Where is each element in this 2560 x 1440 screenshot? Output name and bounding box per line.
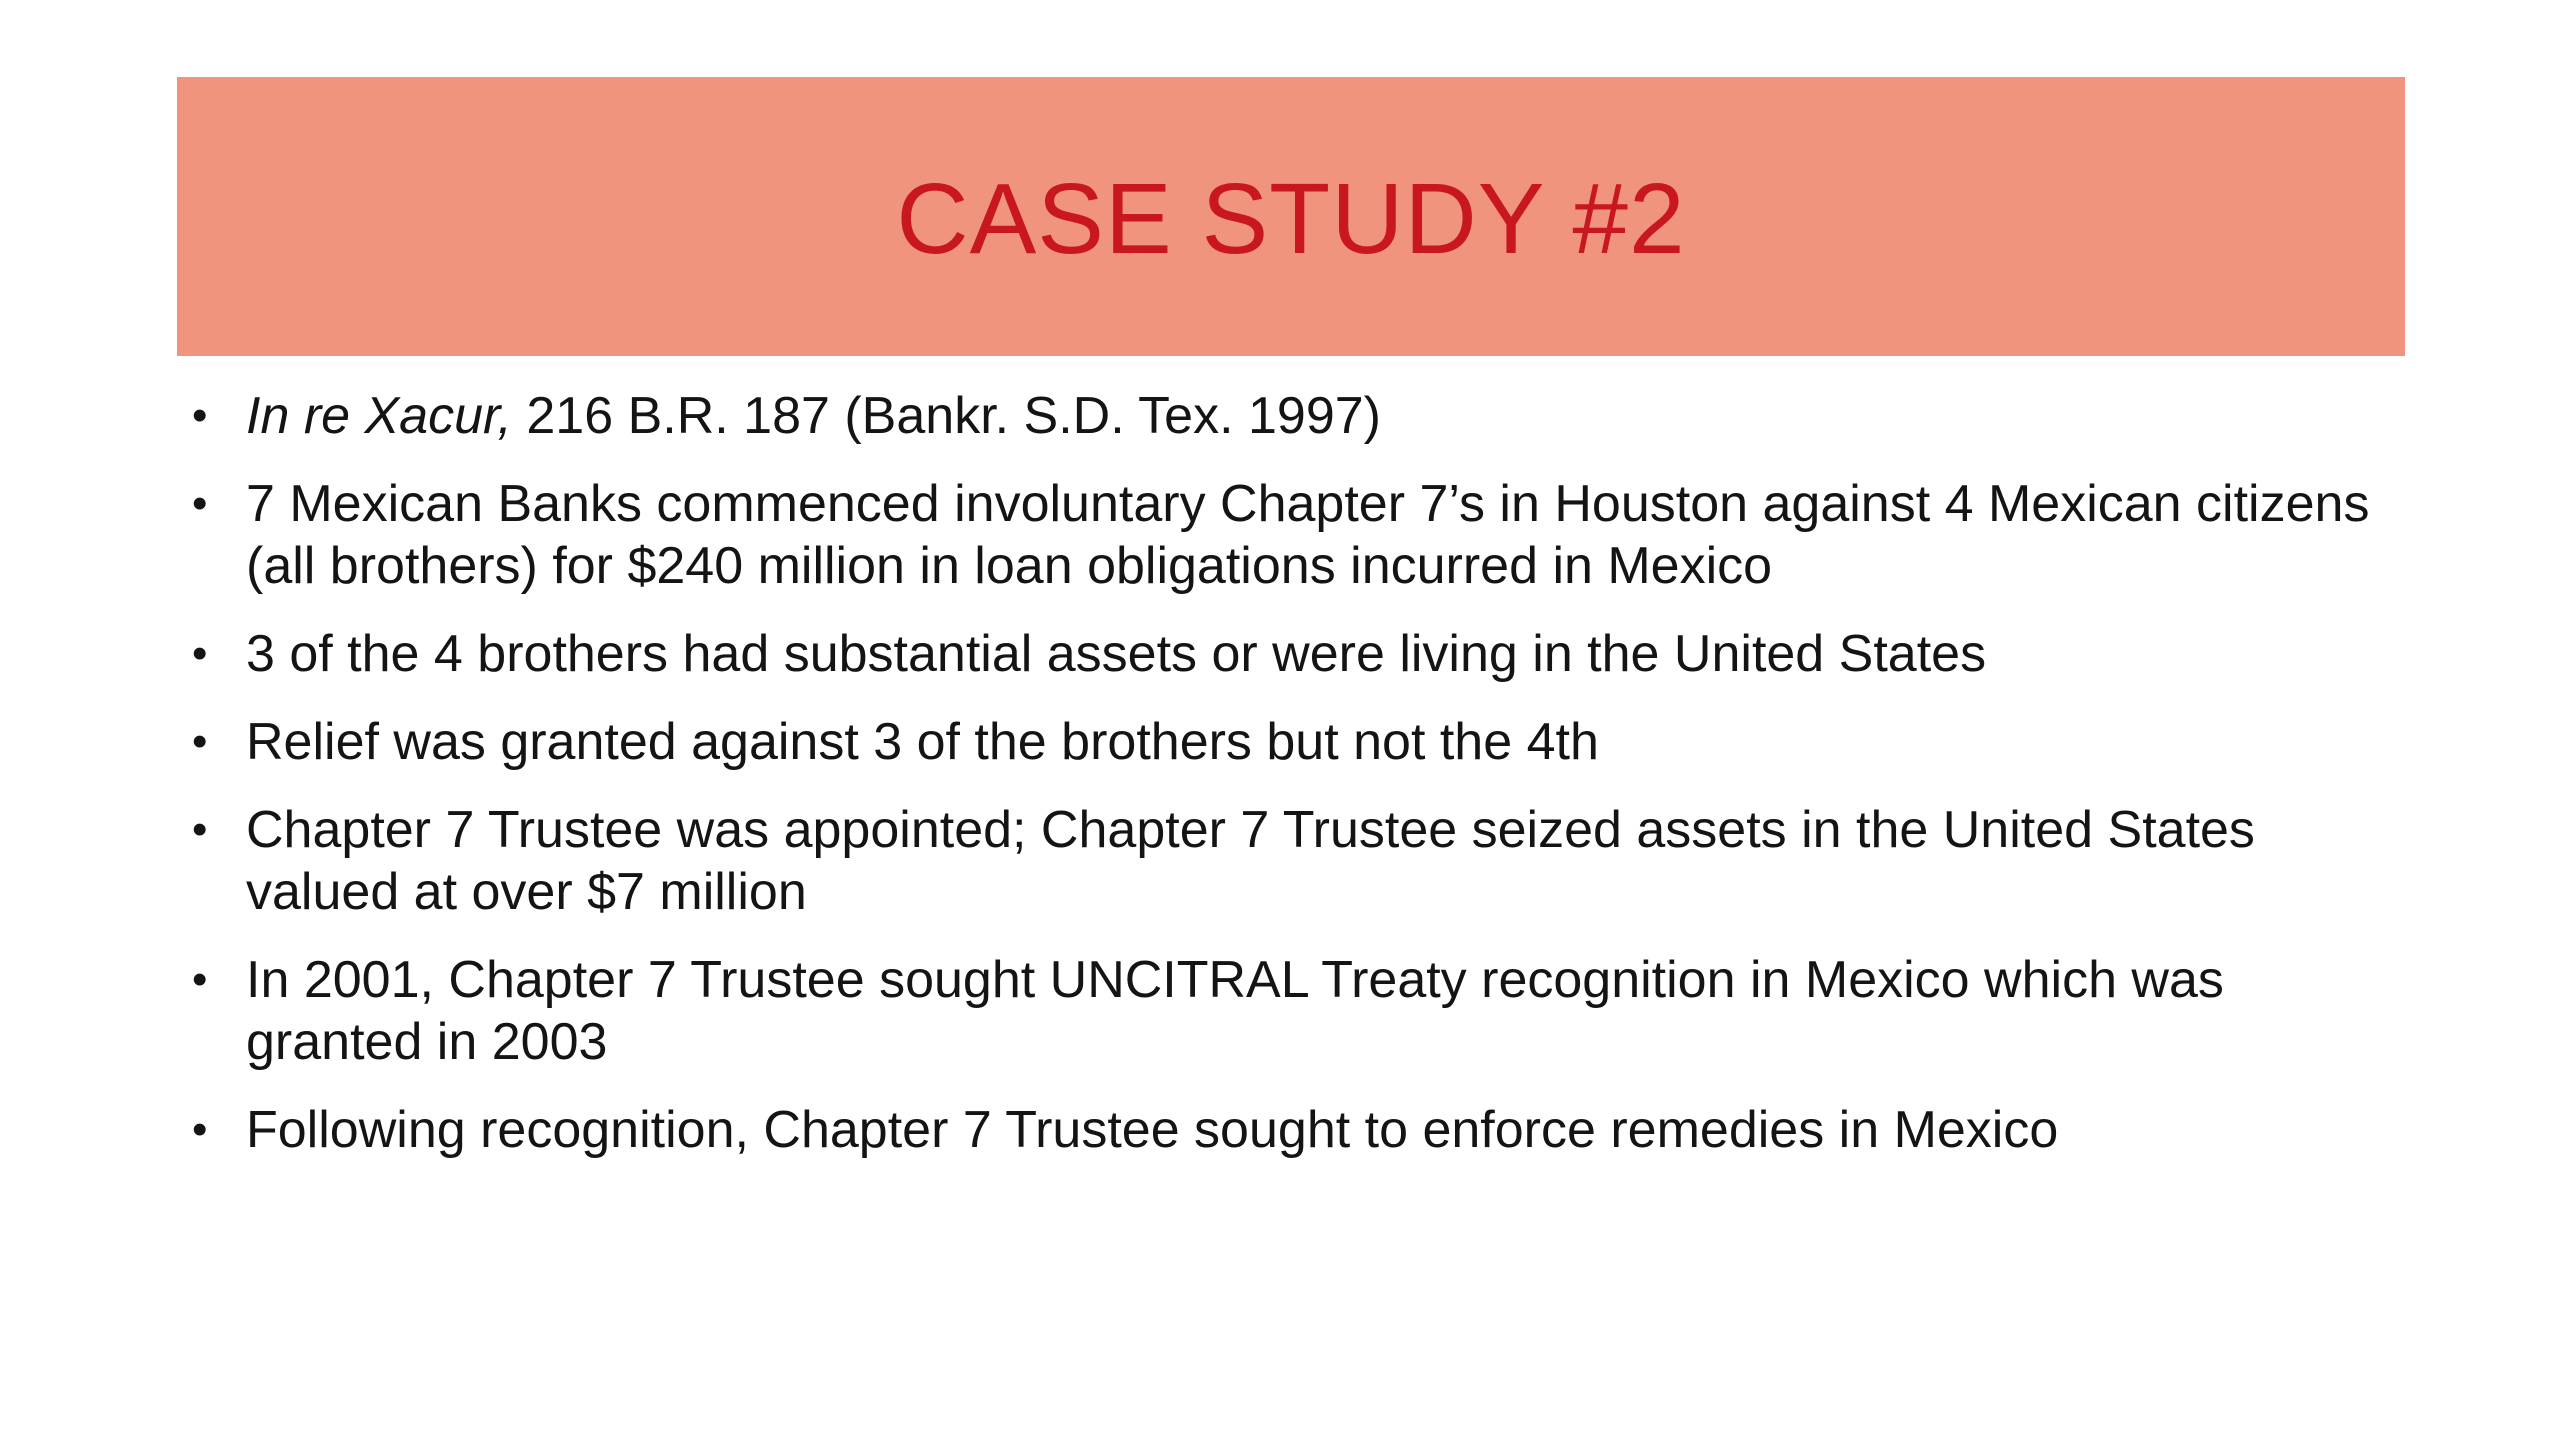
case-name: In re Xacur, (246, 387, 512, 445)
bullet-icon: • (192, 479, 208, 528)
bullet-item (188, 949, 2388, 1073)
bullet-icon: • (192, 629, 208, 678)
bullet-item-citation (188, 385, 2388, 447)
bullet-item (188, 711, 2388, 773)
bullet-list (188, 385, 2388, 1187)
slide-title: CASE STUDY #2 (896, 162, 1686, 275)
bullet-text: Following recognition, Chapter 7 Trustee sought to enforce remedies in Mexico (246, 1101, 2059, 1159)
title-banner (177, 77, 2405, 356)
bullet-item (188, 473, 2388, 597)
bullet-icon: • (192, 717, 208, 766)
bullet-item (188, 1099, 2388, 1161)
bullet-icon: • (192, 805, 208, 854)
bullet-text: 3 of the 4 brothers had substantial assets or were living in the United States (246, 625, 1987, 683)
bullet-text: Relief was granted against 3 of the brothers but not the 4th (246, 713, 1599, 771)
bullet-text: In 2001, Chapter 7 Trustee sought UNCITRAL Treaty recognition in Mexico which was granted in 2003 (246, 951, 2224, 1071)
case-reference: 216 B.R. 187 (Bankr. S.D. Tex. 1997) (511, 387, 1381, 445)
bullet-item (188, 623, 2388, 685)
bullet-item (188, 799, 2388, 923)
bullet-icon: • (192, 955, 208, 1004)
bullet-text: 7 Mexican Banks commenced involuntary Chapter 7’s in Houston against 4 Mexican citizens (all brothers) for $240 million in loan obligations incurred in Mexico (246, 475, 2370, 595)
bullet-text: Chapter 7 Trustee was appointed; Chapter 7 Trustee seized assets in the United States valued at over $7 million (246, 801, 2255, 921)
bullet-icon: • (192, 391, 208, 440)
bullet-icon: • (192, 1105, 208, 1154)
